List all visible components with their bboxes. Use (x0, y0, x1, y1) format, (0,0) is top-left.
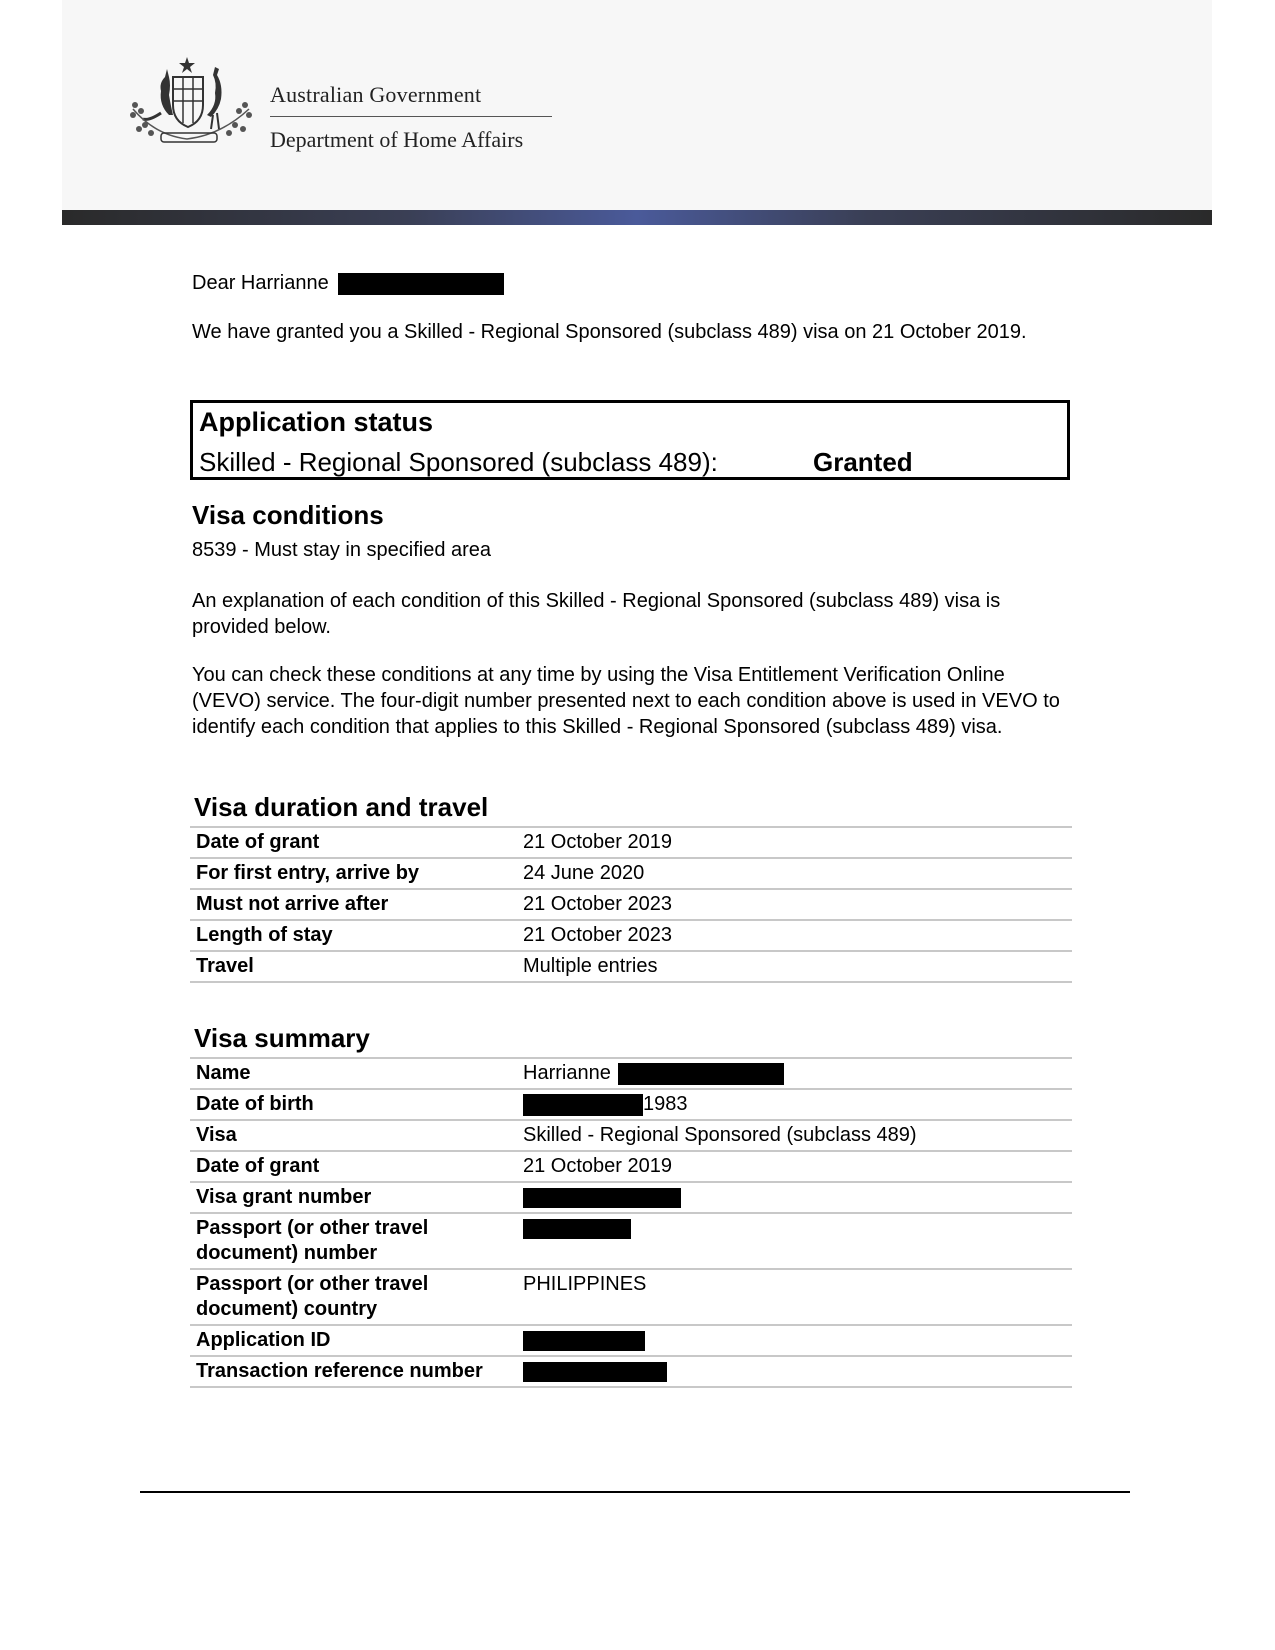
application-status-heading: Application status (199, 407, 434, 437)
visa-duration-heading: Visa duration and travel (194, 792, 489, 822)
footer-rule (140, 1491, 1130, 1493)
table-row (190, 1182, 1072, 1213)
row-value: 21 October 2019 (517, 1151, 1072, 1182)
redaction (338, 273, 504, 295)
table-row (190, 1356, 1072, 1387)
application-status-value: Granted (813, 447, 913, 477)
name-value: Harrianne (523, 1062, 611, 1084)
row-label: Must not arrive after (190, 889, 517, 920)
greeting (192, 270, 1092, 296)
table-row (190, 920, 1072, 951)
row-label: Application ID (190, 1325, 517, 1356)
visa-summary-heading: Visa summary (194, 1023, 370, 1053)
table-row (190, 1089, 1072, 1120)
row-label: Date of birth (190, 1089, 517, 1120)
row-label: Date of grant (190, 827, 517, 858)
row-value: Multiple entries (517, 951, 1072, 982)
table-row (190, 827, 1072, 858)
row-label: Date of grant (190, 1151, 517, 1182)
government-name: Australian Government (270, 82, 482, 107)
coat-of-arms-icon (125, 55, 260, 155)
row-label: Name (190, 1058, 517, 1089)
row-label: Passport (or other travel document) number (190, 1213, 517, 1269)
row-value: PHILIPPINES (517, 1269, 1072, 1325)
row-value (517, 1325, 1072, 1356)
row-label: Length of stay (190, 920, 517, 951)
table-row (190, 1213, 1072, 1269)
redaction (523, 1094, 643, 1116)
table-row (190, 951, 1072, 982)
row-label: For first entry, arrive by (190, 858, 517, 889)
row-label: Visa (190, 1120, 517, 1151)
table-row (190, 1325, 1072, 1356)
letterhead-text (270, 82, 552, 153)
table-row (190, 889, 1072, 920)
row-value (517, 1089, 1072, 1120)
table-row (190, 1269, 1072, 1325)
row-value: 21 October 2023 (517, 889, 1072, 920)
row-label: Transaction reference number (190, 1356, 517, 1387)
redaction (523, 1331, 645, 1351)
row-value (517, 1058, 1072, 1089)
table-row (190, 1120, 1072, 1151)
letterhead-band (62, 210, 1212, 225)
visa-condition-item: 8539 - Must stay in specified area (192, 539, 492, 561)
letterhead-rule (270, 116, 552, 117)
redaction (523, 1362, 667, 1382)
visa-conditions-heading: Visa conditions (192, 500, 384, 530)
grant-intro: We have granted you a Skilled - Regional Sponsored (subclass 489) visa on 21 October 2019. (192, 321, 1027, 343)
redaction (523, 1188, 681, 1208)
visa-duration-table (190, 826, 1072, 983)
row-value (517, 1213, 1072, 1269)
row-label: Visa grant number (190, 1182, 517, 1213)
row-value: Skilled - Regional Sponsored (subclass 489) (517, 1120, 1072, 1151)
row-value: 21 October 2019 (517, 827, 1072, 858)
birth-year-value: 1983 (643, 1093, 688, 1115)
greeting-text: Dear Harrianne (192, 272, 329, 294)
row-label: Travel (190, 951, 517, 982)
vevo-paragraph: You can check these conditions at any time by using the Visa Entitlement Verification Online (VEVO) service. The four-digit number presented next to each condition above is used in VEVO to identify each condition that applies to this Skilled - Regional Sponsored (subclass 489) visa. (192, 664, 1060, 738)
application-status-box (190, 400, 1070, 480)
redaction (523, 1219, 631, 1239)
row-label: Passport (or other travel document) country (190, 1269, 517, 1325)
row-value (517, 1356, 1072, 1387)
department-name: Department of Home Affairs (270, 127, 524, 152)
visa-summary-table (190, 1057, 1072, 1388)
row-value: 24 June 2020 (517, 858, 1072, 889)
conditions-explanation: An explanation of each condition of this Skilled - Regional Sponsored (subclass 489) visa is provided below. (192, 590, 1001, 638)
row-value (517, 1182, 1072, 1213)
table-row (190, 1151, 1072, 1182)
redaction (618, 1063, 784, 1085)
table-row (190, 858, 1072, 889)
row-value: 21 October 2023 (517, 920, 1072, 951)
application-status-visa: Skilled - Regional Sponsored (subclass 489): (199, 447, 718, 477)
table-row (190, 1058, 1072, 1089)
